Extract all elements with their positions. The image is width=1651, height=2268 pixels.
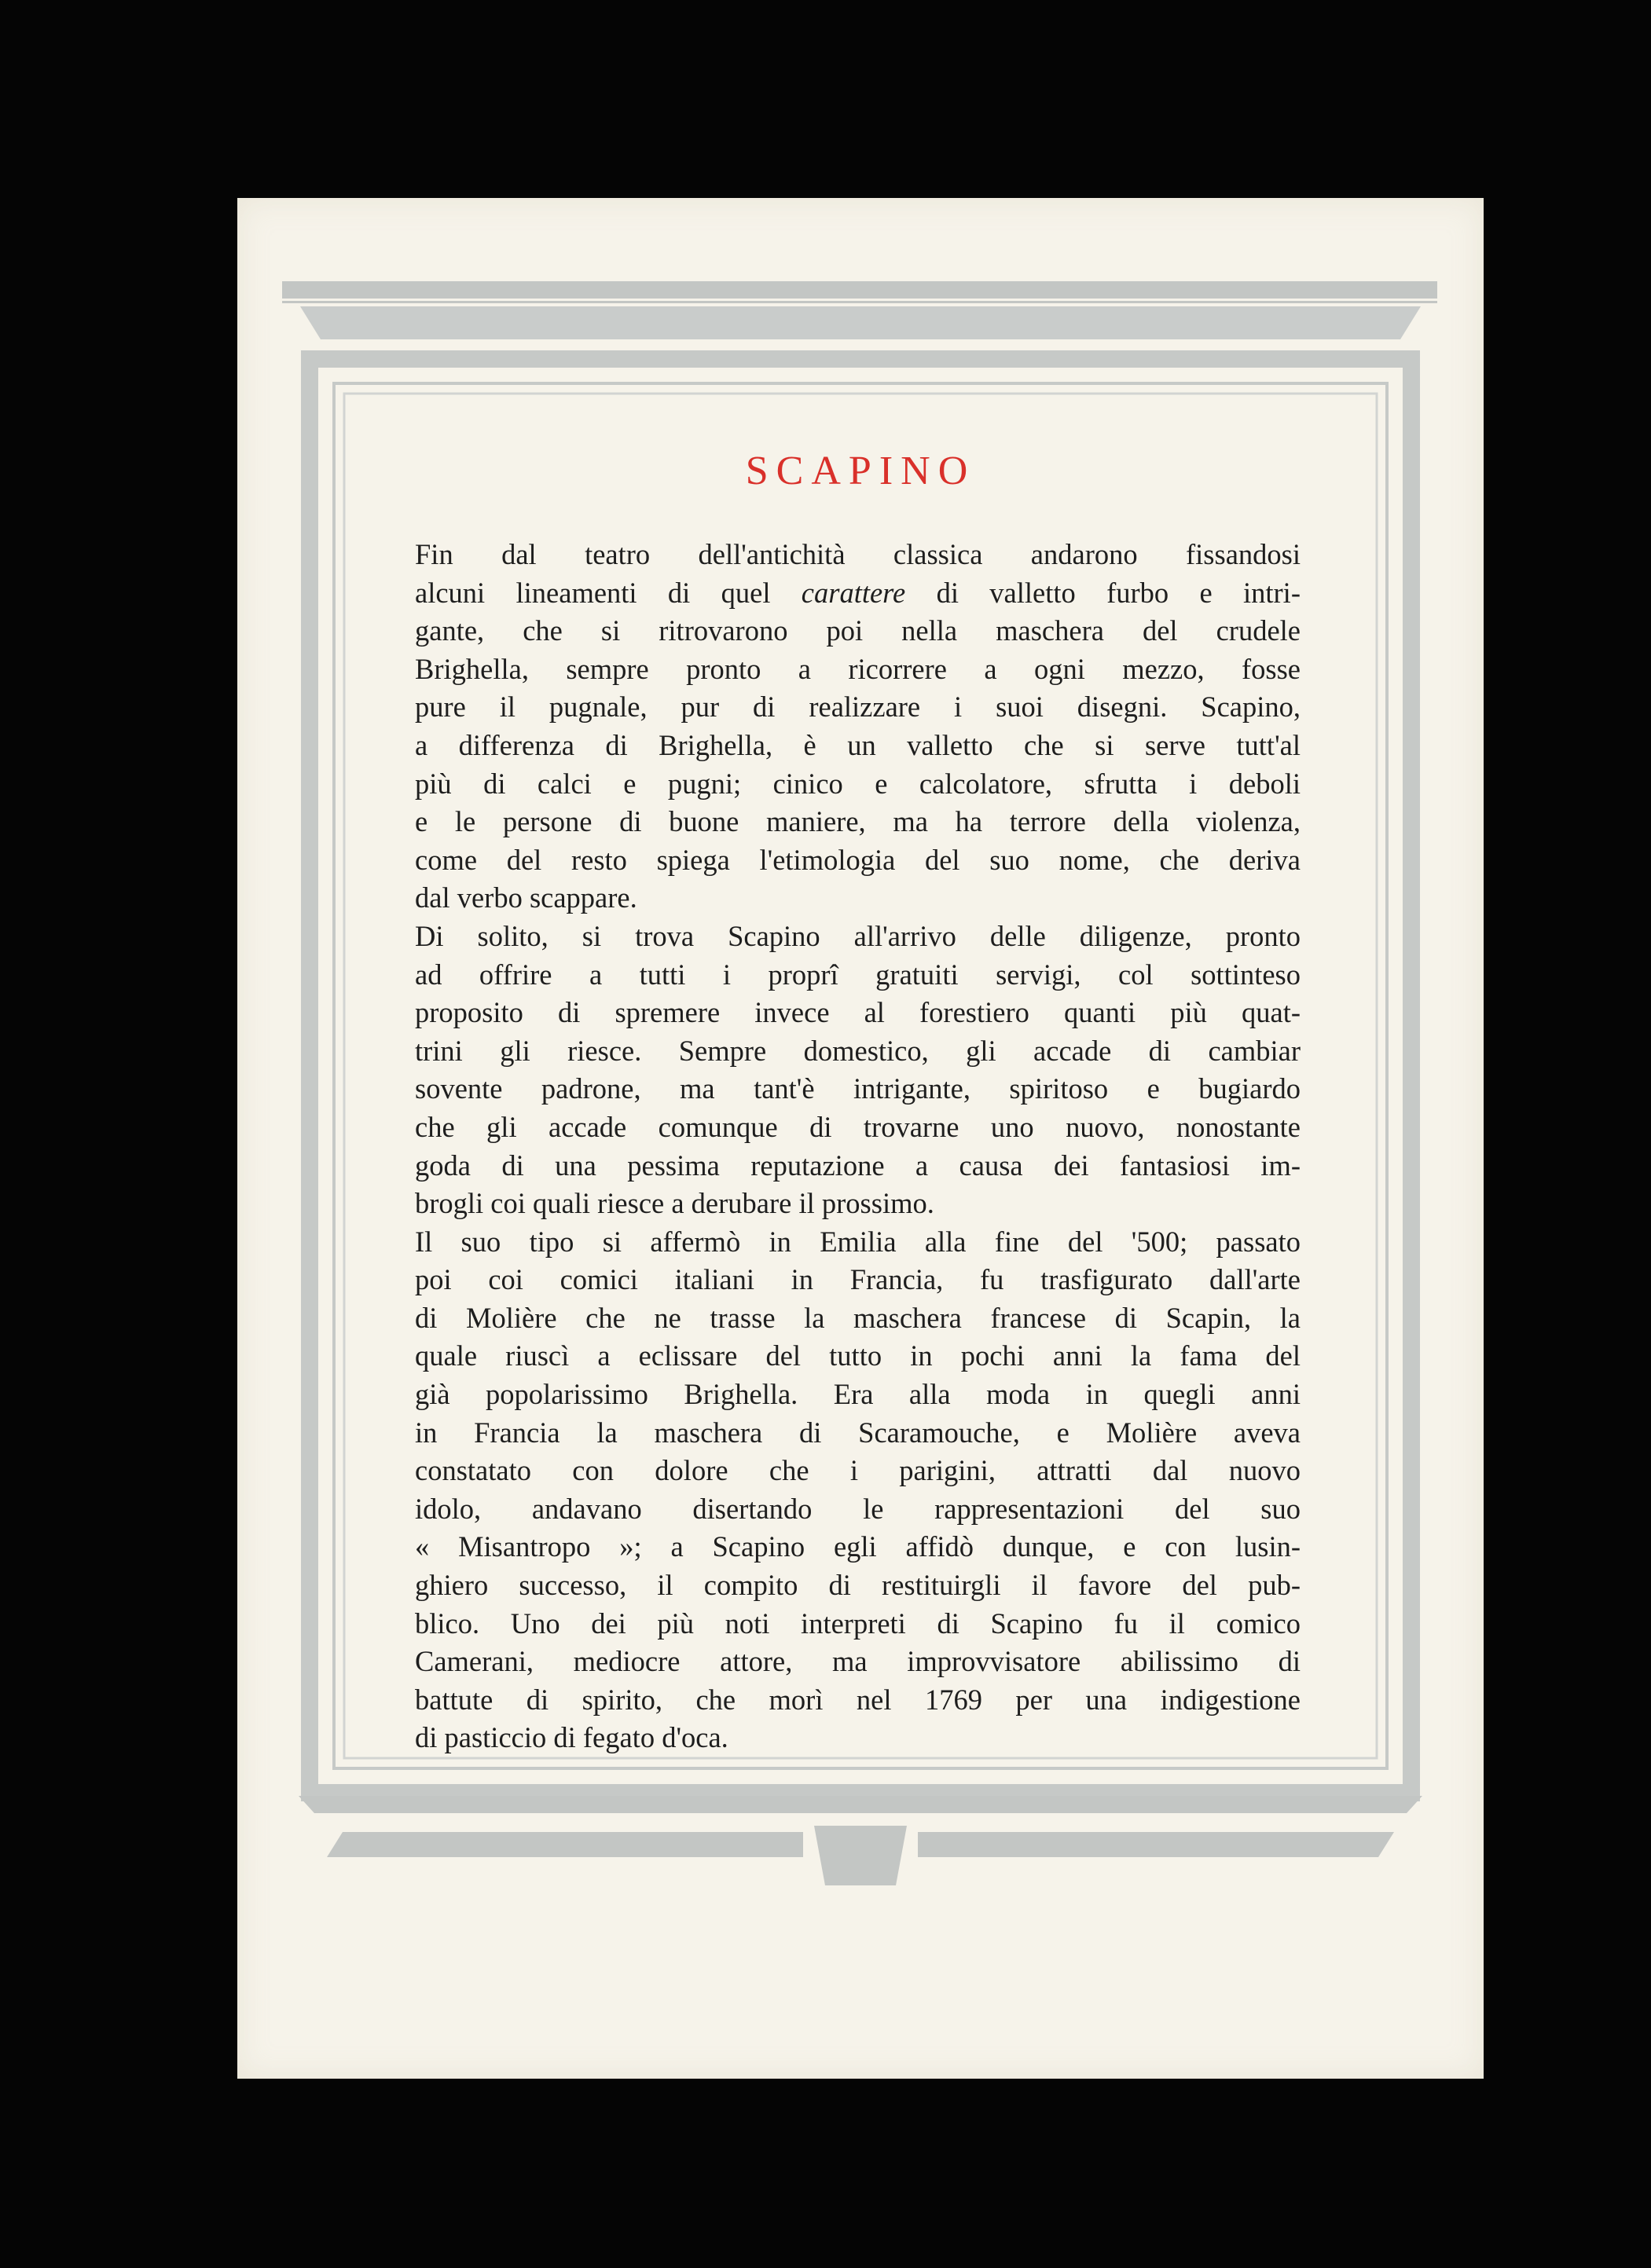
text-line: più di calci e pugni; cinico e calcolatore, sfrutta i deboli <box>415 767 1301 800</box>
bottom-base-right <box>918 1832 1394 1857</box>
text-line: blico. Uno dei più noti interpreti di Scapino fu il comico <box>415 1607 1301 1640</box>
text-line <box>415 574 1301 613</box>
text-line: poi coi comici italiani in Francia, fu trasfigurato dall'arte <box>415 1263 1301 1296</box>
text-line: di Molière che ne trasse la maschera francese di Scapin, la <box>415 1301 1301 1334</box>
body-text <box>415 536 1301 1757</box>
text-fragment: di valletto furbo e intri- <box>905 576 1301 609</box>
text-line: ad offrire a tutti i proprî gratuiti servigi, col sottinteso <box>415 958 1301 991</box>
text-line: idolo, andavano disertando le rappresentazioni del suo <box>415 1492 1301 1525</box>
text-line: Camerani, mediocre attore, ma improvvisatore abilissimo di <box>415 1645 1301 1678</box>
bottom-base-left <box>327 1832 803 1857</box>
text-fragment: alcuni lineamenti di quel <box>415 576 802 609</box>
page-title: SCAPINO <box>745 449 976 493</box>
text-line: come del resto spiega l'etimologia del suo nome, che deriva <box>415 843 1301 876</box>
text-line: trini gli riesce. Sempre domestico, gli accade di cambiar <box>415 1034 1301 1067</box>
text-line: battute di spirito, che morì nel 1769 per una indigestione <box>415 1683 1301 1716</box>
text-line: goda di una pessima reputazione a causa dei fantasiosi im- <box>415 1149 1301 1182</box>
text-line: quale riuscì a eclissare del tutto in pochi anni la fama del <box>415 1339 1301 1372</box>
text-line: Fin dal teatro dell'antichità classica andarono fissandosi <box>415 538 1301 570</box>
text-line: di pasticcio di fegato d'oca. <box>415 1721 728 1754</box>
text-line: Il suo tipo si affermò in Emilia alla fine del '500; passato <box>415 1225 1301 1258</box>
italic-word: carattere <box>801 576 906 609</box>
text-line: e le persone di buone maniere, ma ha terrore della violenza, <box>415 805 1301 838</box>
text-line: già popolarissimo Brighella. Era alla moda in quegli anni <box>415 1378 1301 1411</box>
bottom-keystone <box>814 1826 907 1885</box>
document-card <box>237 198 1484 2079</box>
top-cornice-frieze <box>300 306 1421 339</box>
text-line: brogli coi quali riesce a derubare il prossimo. <box>415 1187 934 1220</box>
text-line: proposito di spremere invece al forestiero quanti più quat- <box>415 996 1301 1029</box>
text-line: che gli accade comunque di trovarne uno nuovo, nonostante <box>415 1110 1301 1143</box>
text-line: gante, che si ritrovarono poi nella maschera del crudele <box>415 614 1301 647</box>
text-line: Brighella, sempre pronto a ricorrere a ogni mezzo, fosse <box>415 652 1301 685</box>
text-line: Di solito, si trova Scapino all'arrivo delle diligenze, pronto <box>415 919 1301 952</box>
text-line: in Francia la maschera di Scaramouche, e Molière aveva <box>415 1416 1301 1449</box>
top-cornice-line <box>282 301 1437 303</box>
text-line: a differenza di Brighella, è un valletto che si serve tutt'al <box>415 728 1301 761</box>
top-cornice-bar <box>282 281 1437 299</box>
text-line: constatato con dolore che i parigini, attratti dal nuovo <box>415 1454 1301 1487</box>
text-line: sovente padrone, ma tant'è intrigante, spiritoso e bugiardo <box>415 1072 1301 1105</box>
text-line: dal verbo scappare. <box>415 881 637 914</box>
bottom-base-band <box>299 1796 1422 1813</box>
text-line: pure il pugnale, pur di realizzare i suoi disegni. Scapino, <box>415 691 1301 724</box>
text-line: « Misantropo »; a Scapino egli affidò dunque, e con lusin- <box>415 1530 1301 1563</box>
text-line: ghiero successo, il compito di restituirgli il favore del pub- <box>415 1569 1301 1602</box>
